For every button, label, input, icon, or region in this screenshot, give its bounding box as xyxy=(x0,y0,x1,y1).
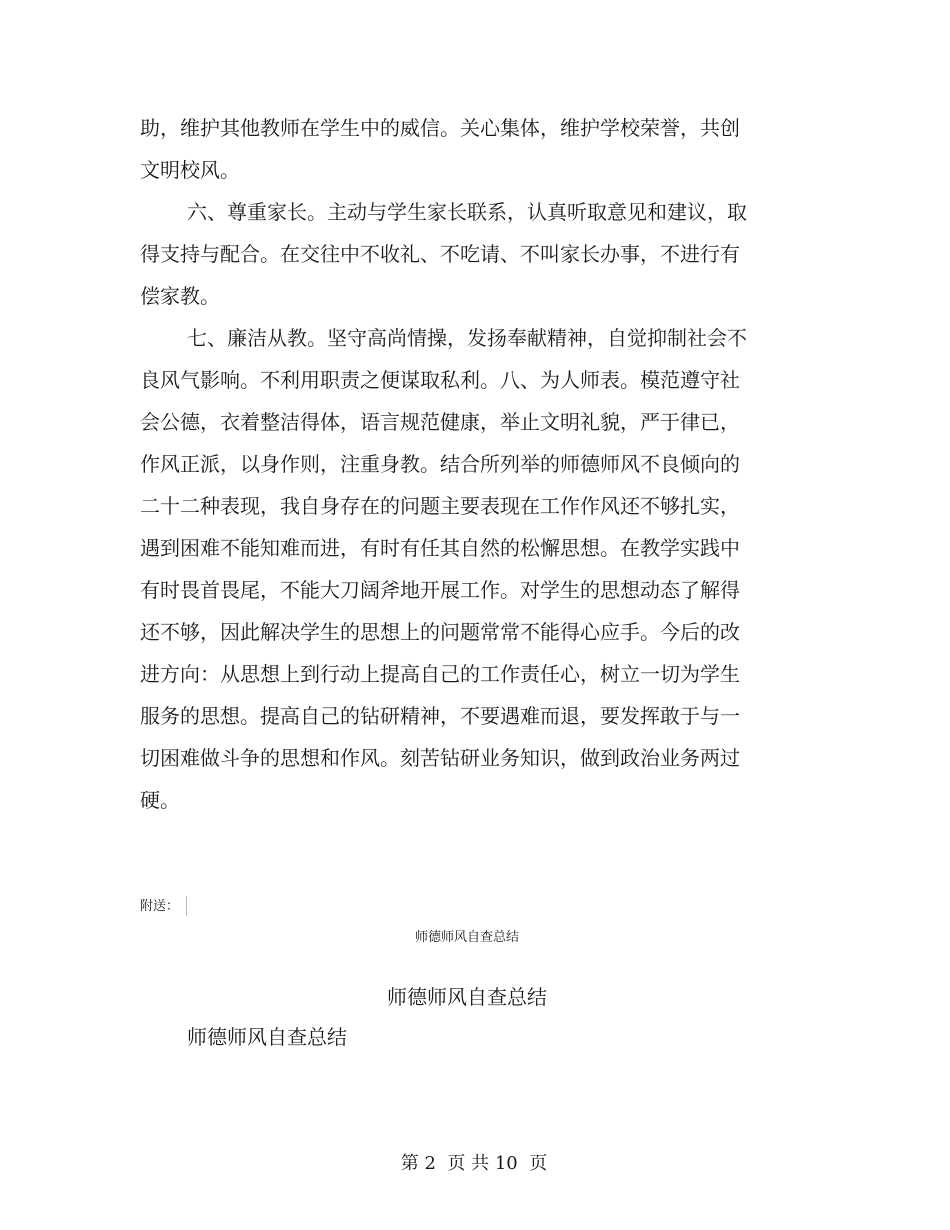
body-line: 硬。 xyxy=(140,788,180,812)
attachment-small-title: 师德师风自查总结 xyxy=(414,930,519,945)
body-line: 遇到困难不能知难而进，有时有任其自然的松懈思想。在教学实践中 xyxy=(140,536,740,560)
attachment-label: 附送： xyxy=(140,899,180,914)
next-doc-title: 师德师风自查总结 xyxy=(387,985,547,1009)
body-line: 服务的思想。提高自己的钻研精神，不要遇难而退，要发挥敢于与一 xyxy=(140,704,740,728)
body-line: 文明校风。 xyxy=(140,158,240,182)
page-number-footer: 第 2 页 共 10 页 xyxy=(400,1153,548,1174)
body-line: 作风正派，以身作则，注重身教。结合所列举的师德师风不良倾向的 xyxy=(140,452,740,476)
body-line: 七、廉洁从教。坚守高尚情操，发扬奉献精神，自觉抑制社会不 xyxy=(187,326,747,350)
body-line: 进方向：从思想上到行动上提高自己的工作责任心，树立一切为学生 xyxy=(140,662,740,686)
body-line: 得支持与配合。在交往中不收礼、不吃请、不叫家长办事，不进行有 xyxy=(140,242,740,266)
body-line: 还不够，因此解决学生的思想上的问题常常不能得心应手。今后的改 xyxy=(140,620,740,644)
body-line: 二十二种表现，我自身存在的问题主要表现在工作作风还不够扎实， xyxy=(140,494,740,518)
body-line: 偿家教。 xyxy=(140,284,220,308)
attachment-divider xyxy=(186,896,187,916)
body-line: 助，维护其他教师在学生中的威信。关心集体，维护学校荣誉，共创 xyxy=(140,116,740,140)
body-line: 有时畏首畏尾，不能大刀阔斧地开展工作。对学生的思想动态了解得 xyxy=(140,578,740,602)
body-line: 六、尊重家长。主动与学生家长联系，认真听取意见和建议，取 xyxy=(187,200,747,224)
body-line: 良风气影响。不利用职责之便谋取私利。八、为人师表。模范遵守社 xyxy=(140,368,740,392)
body-line: 切困难做斗争的思想和作风。刻苦钻研业务知识，做到政治业务两过 xyxy=(140,746,740,770)
next-doc-subtitle: 师德师风自查总结 xyxy=(187,1025,347,1049)
body-line: 会公德，衣着整洁得体，语言规范健康，举止文明礼貌，严于律已， xyxy=(140,410,740,434)
